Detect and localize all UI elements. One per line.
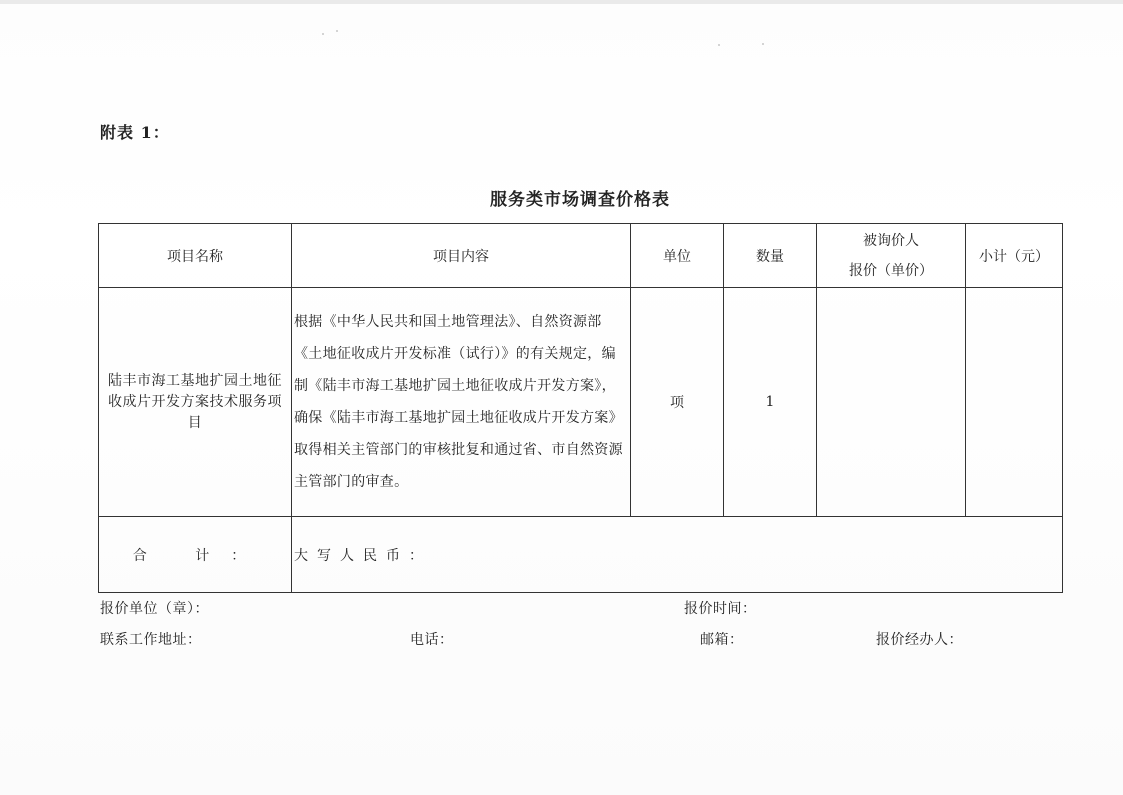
scan-top-edge bbox=[0, 0, 1123, 4]
quote-time-field: 报价时间： bbox=[684, 601, 757, 617]
project-name-cell: 陆丰市海工基地扩园土地征收成片开发方案技术服务项目 bbox=[99, 288, 292, 517]
table-header-row bbox=[99, 224, 1063, 288]
scan-speck bbox=[336, 30, 338, 32]
header-quoter-line2: 报价（单价） bbox=[849, 262, 933, 279]
header-quantity: 数量 bbox=[724, 224, 817, 288]
project-content-cell: 根据《中华人民共和国土地管理法》、自然资源部《土地征收成片开发标准（试行）》的有关规定，编制《陆丰市海工基地扩园土地征收成片开发方案》，确保《陆丰市海工基地扩园土地征收成片开发方案》取得相关主管部门的审核批复和通过省、市自然资源主管部门的审查。 bbox=[292, 288, 631, 517]
quote-price-cell[interactable] bbox=[817, 288, 966, 517]
unit-cell: 项 bbox=[631, 288, 724, 517]
scan-speck bbox=[762, 43, 764, 45]
scan-speck bbox=[322, 33, 324, 35]
header-quoter-line1: 被询价人 bbox=[863, 232, 919, 249]
total-row bbox=[99, 517, 1063, 593]
total-amount-uppercase[interactable]: 大写人民币： bbox=[292, 517, 1063, 593]
subtotal-cell[interactable] bbox=[966, 288, 1063, 517]
header-unit: 单位 bbox=[631, 224, 724, 288]
table-row bbox=[99, 288, 1063, 517]
price-survey-table bbox=[98, 223, 1063, 593]
scan-speck bbox=[718, 44, 720, 46]
appendix-label: 附表 1： bbox=[100, 123, 170, 142]
total-label: 合 计： bbox=[99, 517, 292, 593]
quote-unit-field: 报价单位（章）： bbox=[100, 601, 209, 617]
header-project-name: 项目名称 bbox=[99, 224, 292, 288]
page-title: 服务类市场调查价格表 bbox=[490, 190, 670, 210]
header-subtotal: 小计（元） bbox=[966, 224, 1063, 288]
header-project-content: 项目内容 bbox=[292, 224, 631, 288]
phone-field: 电话： bbox=[410, 632, 454, 648]
header-quoter-price bbox=[817, 224, 966, 288]
quantity-cell: 1 bbox=[724, 288, 817, 517]
address-field: 联系工作地址： bbox=[100, 632, 202, 648]
email-field: 邮箱： bbox=[700, 632, 744, 648]
handler-field: 报价经办人： bbox=[876, 632, 963, 648]
